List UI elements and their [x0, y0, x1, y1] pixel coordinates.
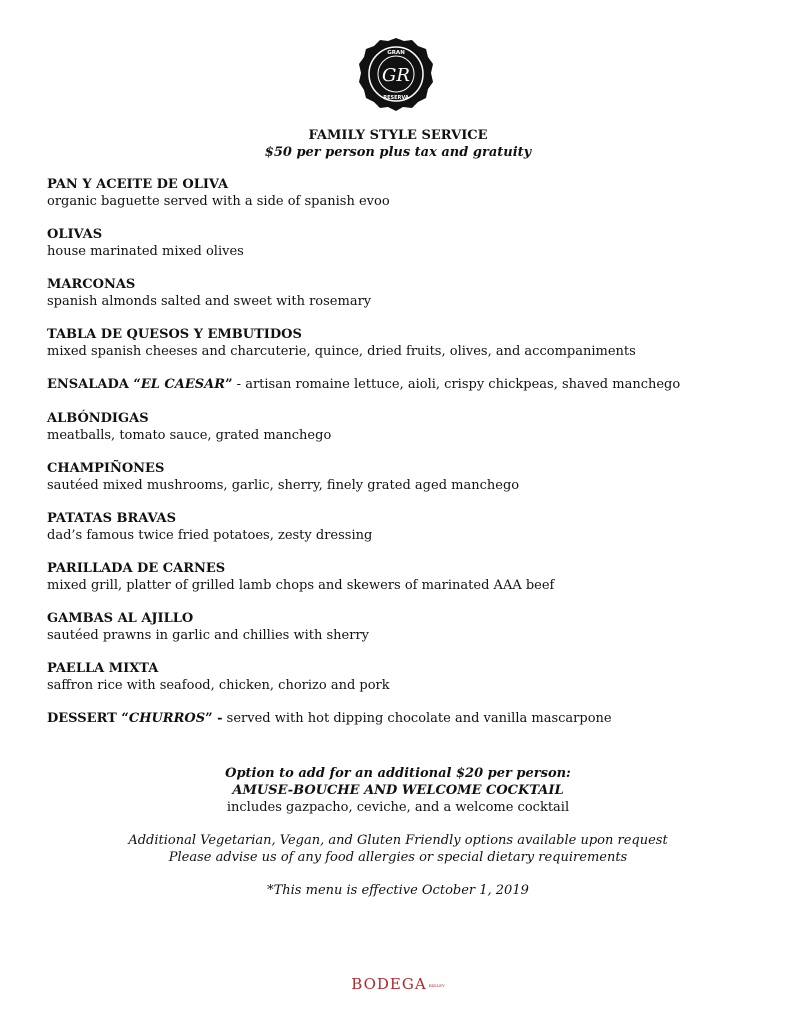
gran-reserva-seal: [358, 36, 434, 112]
menu-item: [47, 410, 767, 444]
menu-item-desc: dad’s famous twice fried potatoes, zesty dressing: [47, 528, 373, 543]
addon-section: [0, 765, 796, 816]
dessert-prefix: DESSERT “: [47, 711, 129, 726]
logo-top-text: GRAN: [387, 50, 405, 56]
addon-line-1: Option to add for an additional $20 per person:: [225, 766, 571, 781]
menu-item-name: TABLA DE QUESOS Y EMBUTIDOS: [47, 327, 302, 342]
menu-item: [47, 660, 767, 694]
gran-reserva-logo: [358, 36, 434, 112]
menu-header: [0, 127, 796, 161]
menu-item-desc: spanish almonds salted and sweet with rosemary: [47, 294, 372, 309]
dietary-notes: [0, 832, 796, 866]
menu-item-desc: saffron rice with seafood, chicken, chorizo and pork: [47, 678, 390, 693]
menu-item: [47, 610, 767, 644]
menu-item-name: GAMBAS AL AJILLO: [47, 611, 194, 626]
menu-item-desc: mixed grill, platter of grilled lamb chops and skewers of marinated AAA beef: [47, 578, 555, 593]
menu-item: [47, 510, 767, 544]
menu-item-name: PATATAS BRAVAS: [47, 511, 176, 526]
notes-line-2: Please advise us of any food allergies or special dietary requirements: [168, 850, 628, 865]
menu-item-desc: mixed spanish cheeses and charcuterie, quince, dried fruits, olives, and accompaniments: [47, 344, 636, 359]
menu-item-name: OLIVAS: [47, 227, 103, 242]
menu-item-name: PARILLADA DE CARNES: [47, 561, 226, 576]
logo-bottom-text: RESERVA: [383, 95, 409, 101]
brand-name: BODEGA: [351, 975, 427, 993]
menu-item-dessert: [47, 710, 767, 727]
addon-line-3: includes gazpacho, ceviche, and a welcome cocktail: [226, 800, 570, 815]
brand-sub: RIDLEY: [428, 983, 445, 988]
menu-item-desc: house marinated mixed olives: [47, 244, 244, 259]
effective-date: *This menu is effective October 1, 2019: [267, 883, 529, 898]
menu-item: [47, 560, 767, 594]
ensalada-prefix: ENSALADA “: [47, 377, 141, 392]
menu-item: [47, 276, 767, 310]
menu-item-name: CHAMPIÑONES: [47, 461, 165, 476]
ensalada-highlight: EL CAESAR: [140, 377, 226, 392]
notes-line-1: Additional Vegetarian, Vegan, and Gluten Friendly options available upon request: [128, 833, 668, 848]
menu-item: [47, 326, 767, 360]
menu-item: [47, 226, 767, 260]
ensalada-suffix: ”: [225, 377, 233, 392]
menu-item: [47, 176, 767, 210]
dessert-highlight: CHURROS: [128, 711, 206, 726]
dessert-suffix: ” -: [205, 711, 223, 726]
menu-item-desc: sautéed mixed mushrooms, garlic, sherry, finely grated aged manchego: [47, 478, 520, 493]
menu-item-ensalada: [47, 376, 767, 393]
menu-item-name: MARCONAS: [47, 277, 136, 292]
menu-list: [47, 176, 767, 744]
dessert-desc: served with hot dipping chocolate and vanilla mascarpone: [222, 711, 612, 726]
price-line: $50 per person plus tax and gratuity: [264, 145, 532, 160]
menu-item-name: ALBÓNDIGAS: [47, 411, 149, 426]
bodega-logo: [0, 975, 796, 993]
page-title: FAMILY STYLE SERVICE: [308, 128, 488, 143]
menu-item-desc: sautéed prawns in garlic and chillies with sherry: [47, 628, 370, 643]
menu-item-desc: meatballs, tomato sauce, grated manchego: [47, 428, 332, 443]
menu-item-name: PAN Y ACEITE DE OLIVA: [47, 177, 229, 192]
menu-item: [47, 460, 767, 494]
addon-line-2: AMUSE-BOUCHE AND WELCOME COCKTAIL: [232, 783, 564, 798]
logo-monogram: GR: [382, 65, 410, 86]
menu-item-desc: organic baguette served with a side of spanish evoo: [47, 194, 390, 209]
menu-item-name: PAELLA MIXTA: [47, 661, 159, 676]
ensalada-desc: - artisan romaine lettuce, aioli, crispy chickpeas, shaved manchego: [232, 377, 681, 392]
